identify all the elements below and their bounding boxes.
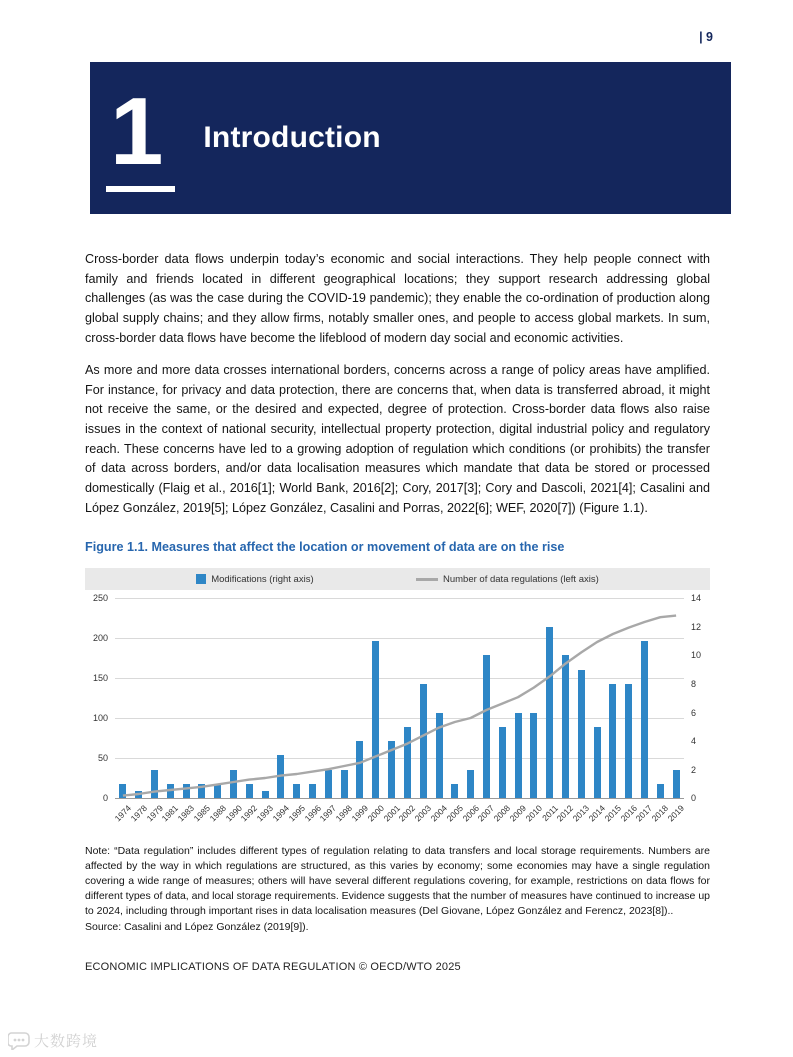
- x-axis: [112, 800, 687, 834]
- x-axis-label: 1997: [317, 803, 339, 824]
- modifications-bar: [246, 784, 253, 798]
- x-axis-label: 2004: [428, 803, 450, 824]
- legend-label: Number of data regulations (left axis): [443, 573, 599, 585]
- x-axis-label: 2007: [476, 803, 497, 824]
- page-content: [85, 250, 710, 973]
- x-axis-label: 1983: [175, 803, 197, 824]
- right-axis-tick: 6: [691, 707, 697, 718]
- x-axis-label: 2018: [649, 803, 671, 824]
- x-axis-label: 2009: [507, 803, 529, 824]
- modifications-bar: [594, 727, 601, 798]
- figure-source: Source: Casalini and López González (2019[9]).: [85, 920, 309, 933]
- left-axis-tick: 0: [102, 793, 108, 804]
- x-axis-label: 2010: [523, 803, 544, 824]
- legend-line-swatch-icon: [416, 578, 438, 581]
- x-axis-label: 1974: [112, 803, 133, 824]
- x-axis-label: 1988: [207, 803, 228, 824]
- left-axis-tick: 100: [92, 713, 108, 724]
- modifications-bar: [277, 755, 284, 798]
- x-axis-label: 2001: [381, 803, 402, 824]
- plot-row: [85, 593, 710, 804]
- modifications-bar: [530, 713, 537, 799]
- modifications-bar: [436, 713, 443, 799]
- modifications-bar: [372, 641, 379, 798]
- legend-item: [416, 574, 599, 585]
- x-axis-label: 1979: [144, 803, 165, 824]
- x-axis-label: 2008: [491, 803, 513, 824]
- right-axis-tick: 14: [691, 593, 702, 604]
- paragraph-1: Cross-border data flows underpin today’s economic and social interactions. They help people connect with family and friends located in different geographical locations; they support research addressing global challenges (as was the case during the COVID-19 pandemic); they enable the co-ordination of production along global supply chains; and they allow firms, notably smaller ones, and people to access global markets. In sum, cross-border data flows have become the lifeblood of modern day social and economic activities.: [85, 252, 710, 345]
- modifications-bar: [578, 670, 585, 799]
- gridline: [115, 638, 684, 639]
- x-axis-label: 2017: [634, 803, 655, 824]
- x-axis-label: 2011: [539, 803, 560, 824]
- modifications-bar: [167, 784, 174, 798]
- modifications-bar: [230, 770, 237, 799]
- modifications-bar: [609, 684, 616, 798]
- right-axis: [684, 593, 710, 804]
- x-axis-label: 1992: [238, 803, 260, 824]
- watermark-text: 大数跨境: [34, 1033, 99, 1050]
- modifications-bar: [388, 741, 395, 798]
- right-axis-tick: 2: [691, 764, 697, 775]
- modifications-bar: [546, 627, 553, 798]
- modifications-bar: [625, 684, 632, 798]
- right-axis-tick: 0: [691, 793, 697, 804]
- modifications-bar: [515, 713, 522, 799]
- modifications-bar: [341, 770, 348, 799]
- x-axis-label: 1995: [286, 803, 307, 824]
- modifications-bar: [183, 784, 190, 798]
- modifications-bar: [657, 784, 664, 798]
- modifications-bar: [151, 770, 158, 799]
- modifications-bar: [356, 741, 363, 798]
- chapter-number: 1: [106, 84, 175, 192]
- figure-note: Note: “Data regulation” includes different types of regulation relating to data transfers and local storage requirements. Numbers are affected by the way in which regulations are structured, as this varies by economy; some economies may have a single regulation covering a wide range of measures; others will have several different regulations covering, for example, restrictions on data flows for different types of data, and local storage requirements. Evidence suggests that the number of measures have continued to increase up to 2024, including through important rises in data localisation measures (Del Giovane, López González and Ferencz, 2023[8])..: [85, 845, 710, 917]
- modifications-bar: [483, 655, 490, 798]
- chapter-number-block: [106, 77, 175, 192]
- x-axis-label: 1981: [159, 803, 181, 824]
- modifications-bar: [467, 770, 474, 799]
- modifications-bar: [641, 641, 648, 798]
- x-axis-label: 2002: [397, 803, 418, 824]
- watermark-logo-icon: [8, 1032, 30, 1050]
- modifications-bar: [420, 684, 427, 798]
- x-axis-label: 2014: [586, 803, 608, 824]
- modifications-bar: [499, 727, 506, 798]
- x-axis-label: 1985: [191, 803, 212, 824]
- x-axis-label: 2012: [555, 803, 576, 824]
- x-axis-label: 2019: [665, 803, 687, 824]
- gridline: [115, 678, 684, 679]
- left-axis: [85, 593, 115, 804]
- modifications-bar: [451, 784, 458, 798]
- x-axis-label: 2013: [570, 803, 592, 824]
- figure-title: Figure 1.1. Measures that affect the location or movement of data are on the rise: [85, 540, 565, 555]
- figure-chart: [85, 568, 710, 834]
- x-axis-label: 1978: [128, 803, 149, 824]
- gridline: [115, 598, 684, 599]
- x-axis-label: 1999: [349, 803, 371, 824]
- modifications-bar: [673, 770, 680, 799]
- legend-item: [196, 574, 313, 585]
- modifications-bar: [119, 784, 126, 798]
- chapter-header: [90, 62, 731, 214]
- right-axis-tick: 8: [691, 679, 697, 690]
- x-axis-labels: [112, 800, 687, 834]
- x-axis-label: 2016: [618, 803, 639, 824]
- modifications-bar: [293, 784, 300, 798]
- x-axis-label: 2006: [460, 803, 481, 824]
- modifications-bar: [404, 727, 411, 798]
- modifications-bar: [309, 784, 316, 798]
- watermark: [8, 1030, 98, 1051]
- modifications-bar: [325, 770, 332, 799]
- legend-label: Modifications (right axis): [211, 573, 314, 585]
- x-axis-label: 1994: [270, 803, 292, 824]
- x-axis-label: 1993: [254, 803, 276, 824]
- x-axis-label: 2015: [602, 803, 623, 824]
- right-axis-tick: 10: [691, 650, 702, 661]
- plot-area: [115, 598, 684, 798]
- modifications-bar: [262, 791, 269, 798]
- chart-legend: [85, 568, 710, 590]
- left-axis-tick: 150: [92, 673, 108, 684]
- x-axis-label: 2003: [412, 803, 434, 824]
- page-number: | 9: [699, 30, 713, 44]
- x-axis-label: 1990: [223, 803, 244, 824]
- left-axis-tick: 250: [92, 593, 108, 604]
- modifications-bar: [135, 791, 142, 798]
- modifications-bar: [198, 784, 205, 798]
- chapter-title: Introduction: [203, 121, 381, 154]
- gridline: [115, 718, 684, 719]
- left-axis-tick: 50: [97, 753, 108, 764]
- right-axis-tick: 4: [691, 736, 697, 747]
- paragraph-2: As more and more data crosses international borders, concerns across a range of policy areas have amplified. For instance, for privacy and data protection, there are concerns that, when data is transferred abroad, it might not receive the same, or the desired and expected, degree of protection. Cross-border data flows also raise issues in the context of national security, intellectual property protection, digital industrial policy and regulatory reach. These concerns have led to a growing adoption of regulation which conditions (or prohibits) the transfer of data across borders, and/or data localisation measures which mandate that data be stored or processed domestically (Flaig et al., 2016[1]; World Bank, 2016[2]; Cory, 2017[3]; Cory and Dascoli, 2021[4]; Casalini and López González, 2019[5]; López González, Casalini and Porras, 2022[6]; WEF, 2020[7]) (Figure 1.1).: [85, 363, 710, 515]
- x-axis-label: 1998: [333, 803, 355, 824]
- page-footer: ECONOMIC IMPLICATIONS OF DATA REGULATION © OECD/WTO 2025: [85, 960, 461, 973]
- modifications-bar: [562, 655, 569, 798]
- x-axis-label: 2000: [365, 803, 386, 824]
- modifications-bar: [214, 784, 221, 798]
- right-axis-tick: 12: [691, 621, 702, 632]
- legend-bar-swatch-icon: [196, 574, 206, 584]
- x-axis-label: 1996: [302, 803, 323, 824]
- x-axis-label: 2005: [444, 803, 465, 824]
- left-axis-tick: 200: [92, 633, 108, 644]
